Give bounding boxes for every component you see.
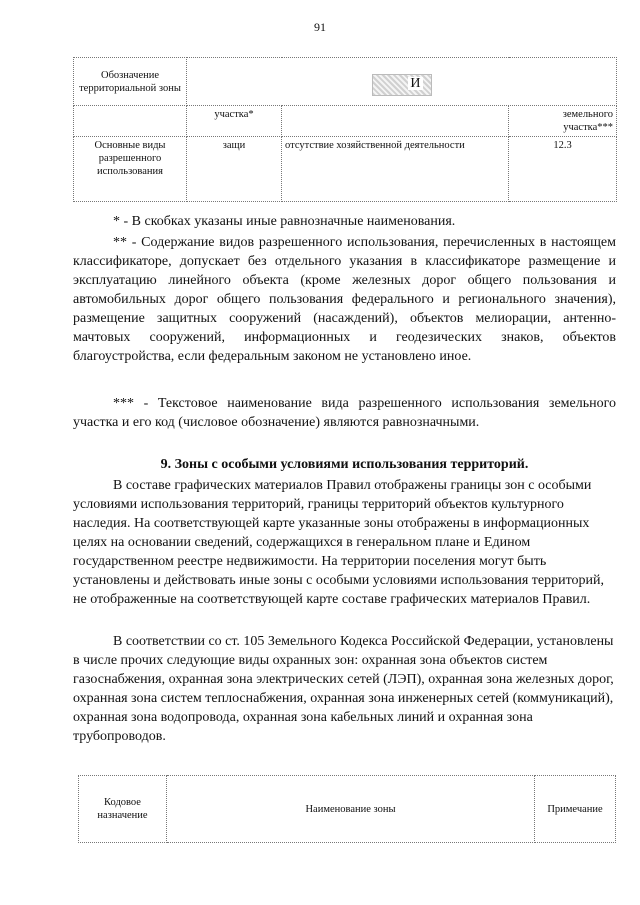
section-heading: 9. Зоны с особыми условиями использования территорий. — [160, 457, 529, 472]
footnote-1: * - В скобках указаны иные равнозначные наименования. — [113, 214, 456, 229]
zone-code: И — [410, 76, 421, 91]
row-label-cell: Основные виды разрешенного использования — [74, 137, 187, 202]
zone-label-cell: Обозначение территориальной зоны — [74, 58, 187, 106]
section-paragraph-2: В соответствии со ст. 105 Земельного Кодекса Российской Федерации, установлены в числе прочих следующие виды охранных зон: охранная зона объектов систем газоснабжения, охранная зона электрических сетей (ЛЭП), охранная зона железных дорог, охранная зона систем теплоснабжения, охранная зона инженерных сетей (коммуникаций), охранная зона водопровода, охранная зона кабельных линий и охранная зона трубопроводов. — [73, 634, 614, 744]
header-plot-cell: участка* — [187, 106, 282, 137]
header-code: Кодовое назначение — [79, 776, 167, 843]
row-value-3: 12.3 — [509, 137, 617, 202]
header-zone-name: Наименование зоны — [167, 776, 535, 843]
footnote-3: *** - Текстовое наименование вида разрешенного использования земельного участка и его код (числовое обозначение) являются равнозначными. — [73, 396, 616, 430]
zone-table — [73, 57, 617, 202]
row-value-2: отсутствие хозяйственной деятельности — [282, 137, 509, 202]
section-paragraph-1: В составе графических материалов Правил отображены границы зон с особыми условиями использования территорий, границы территорий объектов культурного наследия. На соответствующей карте указанные зоны отображены в информационных целях на основании сведений, содержащихся в генеральном плане и Едином государственном реестре недвижимости. На территории поселения могут быть установлены и действовать иные зоны с особыми условиями использования территорий, не отображенные на соответствующей карте составе графических материалов Правил. — [73, 478, 605, 607]
header-plot-end-cell: земельного участка*** — [509, 106, 617, 137]
header-note: Примечание — [535, 776, 616, 843]
empty-cell — [74, 106, 187, 137]
footnote-2: ** - Содержание видов разрешенного использования, перечисленных в настоящем классификаторе, допускает без отдельного указания в классификаторе размещение и эксплуатацию линейного объекта (кроме железных дорог общего пользования и автомобильных дорог общего пользования федерального и регионального значения), размещение защитных сооружений (насаждений), объектов мелиорации, антенно-мачтовых сооружений, информационных и геодезических знаков, объектов благоустройства, если федеральным законом не установлено иное. — [73, 235, 616, 364]
zone-code-stamp — [372, 74, 432, 96]
zone-codes-table — [78, 775, 616, 843]
page-number: 91 — [314, 20, 326, 34]
zone-code-cell — [187, 58, 617, 106]
empty-cell — [282, 106, 509, 137]
row-value-1: защи — [187, 137, 282, 202]
